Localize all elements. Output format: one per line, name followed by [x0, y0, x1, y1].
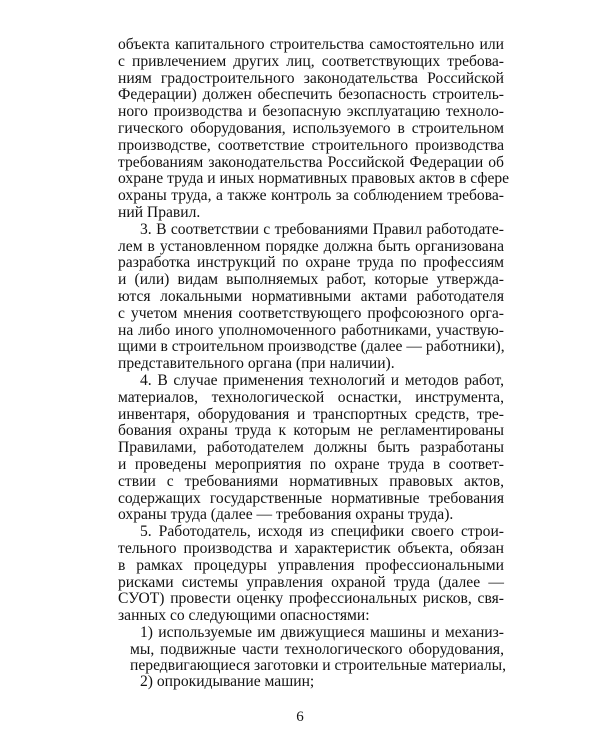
text-line: и проведены мероприятия по охране труда в соответ-: [118, 456, 504, 473]
text-line: с привлечением других лиц, соответствующих требова-: [118, 52, 504, 70]
text-line: охраны труда (далее — требования охраны труда).: [118, 506, 454, 524]
text-line: ствии с требованиями нормативных правовых актов,: [118, 472, 504, 490]
text-line: требованиям законодательства Российской Федерации об: [118, 153, 504, 171]
text-line: щими в строительном производстве (далее — работники),: [118, 338, 505, 356]
text-line: инвентаря, оборудования и транспортных средств, тре-: [118, 405, 504, 423]
paragraph-4-start: 4. В случае применения технологий и методов работ,: [140, 372, 504, 389]
text-line: разработка инструкций по охране труда по профессиям: [118, 254, 504, 272]
text-line: ются локальными нормативными актами работодателя: [118, 288, 504, 305]
page-number: 6: [296, 709, 304, 725]
text-line: объекта капитального строительства самостоятельно или: [118, 36, 504, 53]
text-line: и (или) видам выполняемых работ, которые утвержда-: [118, 271, 504, 289]
text-line: Федерации) должен обеспечить безопасность строитель-: [118, 86, 504, 104]
text-line: гического оборудования, используемого в строительном: [118, 120, 504, 137]
list-item-2: 2) опрокидывание машин;: [140, 672, 315, 690]
text-line: рисками системы управления охраной труда (далее —: [118, 573, 504, 591]
text-line: лем в установленном порядке должна быть организована: [118, 237, 504, 255]
text-line: мы, подвижные части технологического оборудования,: [130, 640, 504, 658]
text-line: с учетом мнения соответствующего профсоюзного орга-: [118, 304, 504, 322]
text-line: охраны труда, а также контроль за соблюдением требова-: [118, 187, 504, 205]
text-line: Правилами, работодателем должны быть разработаны: [118, 439, 504, 457]
text-line: ний Правил.: [118, 204, 201, 221]
text-line: тельного производства и характеристик объекта, обязан: [118, 540, 504, 557]
text-line: материалов, технологической оснастки, инструмента,: [118, 388, 504, 406]
list-item-1-start: 1) используемые им движущиеся машины и механиз-: [140, 624, 504, 641]
text-line: передвигающиеся заготовки и строительные материалы,: [130, 656, 507, 674]
text-line: занных со следующими опасностями:: [118, 607, 370, 625]
text-line: ного производства и безопасную эксплуатацию техноло-: [118, 103, 504, 121]
text-line: на либо иного уполномоченного работниками, участвую-: [118, 321, 504, 339]
text-line: СУОТ) провести оценку профессиональных рисков, свя-: [118, 590, 504, 608]
text-line: бования охраны труда к которым не регламентированы: [118, 422, 504, 440]
text-line: содержащих государственные нормативные требования: [118, 489, 504, 507]
text-line: производстве, соответствие строительного производства: [118, 136, 504, 154]
text-line: охране труда и иных нормативных правовых актов в сфере: [118, 170, 510, 188]
text-line: в рамках процедуры управления профессиональными: [118, 556, 504, 574]
paragraph-5-start: 5. Работодатель, исходя из специфики своего строи-: [140, 523, 504, 541]
paragraph-3-start: 3. В соответствии с требованиями Правил работодате-: [140, 220, 504, 238]
text-line: ниям градостроительного законодательства Российской: [118, 69, 504, 87]
text-line: представительного органа (при наличии).: [118, 355, 395, 373]
